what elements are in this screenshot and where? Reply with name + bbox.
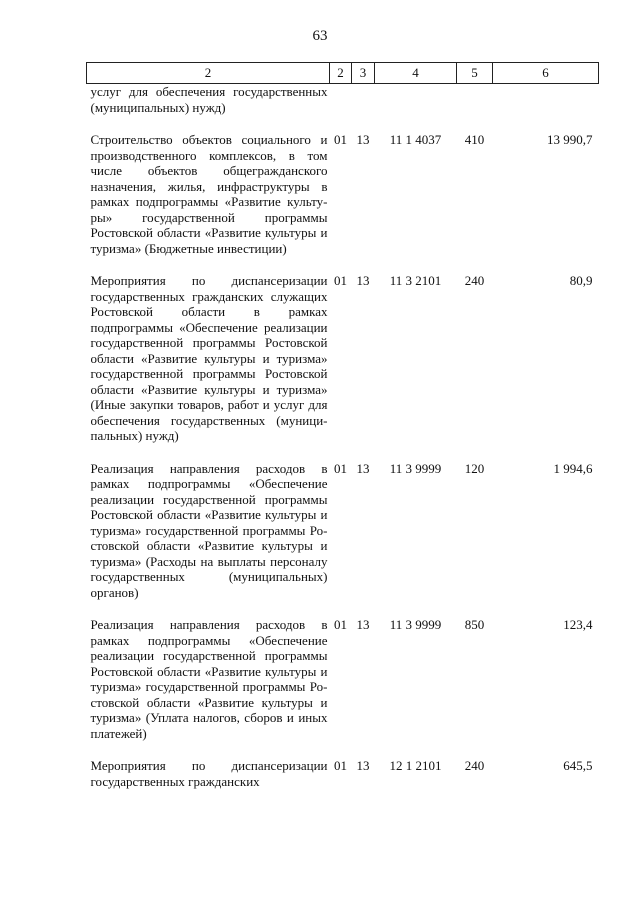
row-pr: 13 — [356, 758, 370, 773]
row-rz: 01 — [334, 273, 347, 288]
row-pr: 13 — [356, 132, 370, 147]
row-csr — [375, 84, 457, 133]
budget-table — [86, 62, 599, 806]
row-sum: 13 990,7 — [547, 132, 593, 147]
row-sum — [493, 84, 599, 133]
row-description: Мероприятия по диспансеризации государственных гражданских служащих Ростовской области в рамках подпрограммы «Обеспечение реализации государственной программы Ростовской области «Развитие культуры и туризма» государственной программы Ростовской области «Развитие культуры и туризма» (Иные закупки товаров, работ и услуг для обеспечения государственных (муниципальных) нужд) — [90, 273, 328, 443]
table-header — [87, 63, 599, 84]
header-col-2b: 2 — [330, 63, 352, 84]
row-vr: 240 — [464, 758, 485, 773]
header-col-6: 6 — [493, 63, 599, 84]
table-row — [87, 758, 599, 806]
row-vr: 120 — [464, 460, 485, 476]
row-rz — [330, 84, 352, 133]
row-vr: 410 — [464, 132, 485, 147]
row-csr: 11 3 9999 — [389, 617, 442, 632]
row-rz: 01 — [334, 132, 347, 147]
table-row — [87, 132, 599, 273]
table-row — [87, 273, 599, 461]
row-pr: 13 — [356, 460, 370, 476]
row-description: Реализация направления расходов в рамках подпрограммы «Обеспечение реализации государственной программы Ростовской области «Развитие культуры и туризма» государственной программы Ростовской области «Развитие культуры и туризма» (Расходы на выплаты персоналу государственных (муниципальных) органов) — [90, 460, 328, 600]
table-row — [87, 461, 599, 618]
row-csr: 11 3 9999 — [389, 460, 442, 476]
row-rz: 01 — [334, 617, 347, 632]
row-vr — [457, 84, 493, 133]
header-col-5: 5 — [457, 63, 493, 84]
row-pr: 13 — [356, 273, 370, 288]
table-row — [87, 617, 599, 758]
row-sum: 645,5 — [563, 758, 593, 773]
header-col-3: 3 — [352, 63, 375, 84]
table-body — [87, 84, 599, 807]
row-description: услуг для обеспечения государственных (муниципальных) нужд) — [90, 84, 328, 115]
page-number: 63 — [312, 28, 328, 44]
table-row — [87, 84, 599, 133]
row-rz: 01 — [334, 460, 347, 476]
header-col-2: 2 — [87, 63, 330, 84]
row-csr: 11 1 4037 — [389, 132, 442, 147]
row-sum: 80,9 — [569, 273, 593, 288]
row-pr: 13 — [356, 617, 370, 632]
row-vr: 240 — [464, 273, 485, 288]
row-vr: 850 — [464, 617, 485, 632]
row-description: Мероприятия по диспансеризации государственных гражданских — [90, 758, 328, 789]
row-description: Реализация направления расходов в рамках подпрограммы «Обеспечение реализации государственной программы Ростовской области «Развитие культуры и туризма» государственной программы Ростовской области «Развитие культуры и туризма» (Уплата налогов, сборов и иных платежей) — [90, 617, 328, 741]
row-sum: 123,4 — [563, 617, 593, 632]
row-sum: 1 994,6 — [553, 460, 593, 476]
row-pr — [352, 84, 375, 133]
row-csr: 12 1 2101 — [389, 758, 442, 773]
header-col-4: 4 — [375, 63, 457, 84]
row-rz: 01 — [334, 758, 347, 773]
row-csr: 11 3 2101 — [389, 273, 442, 288]
row-description: Строительство объектов социального и производственного комплексов, в том числе объектов общегражданского назначения, жилья, инфраструктуры в рамках подпрограммы «Развитие культуры» государственной программы Ростовской области «Развитие культуры и туризма» (Бюджетные инвестиции) — [90, 132, 328, 256]
